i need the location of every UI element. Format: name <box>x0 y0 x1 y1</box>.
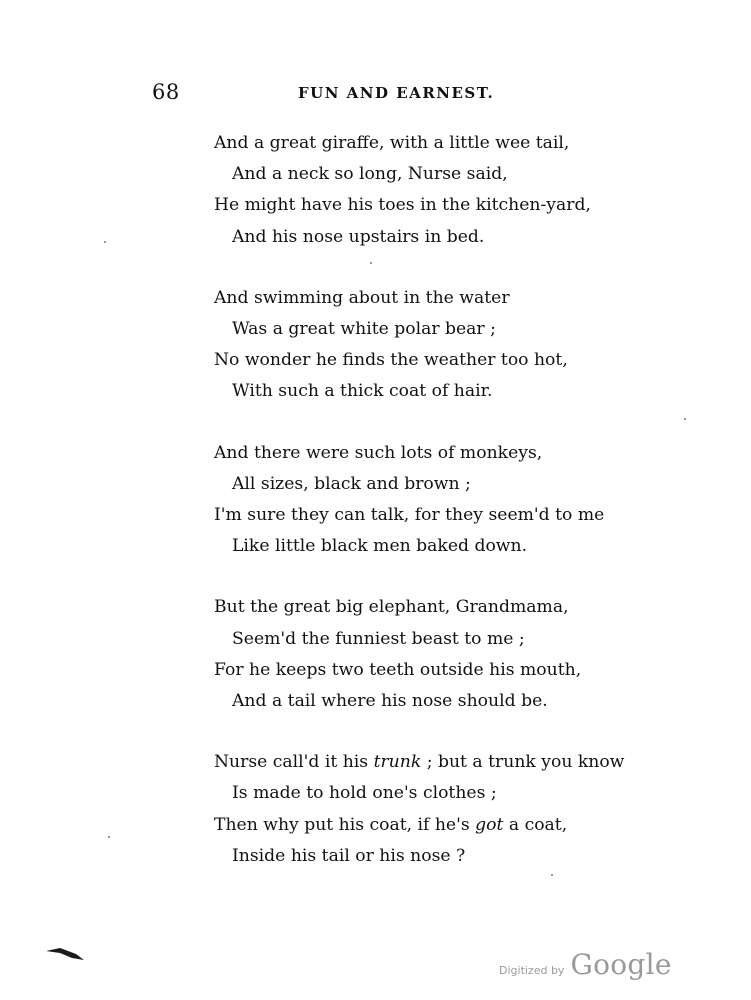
poem-line: But the great big elephant, Grandmama, <box>214 597 569 618</box>
line-text: ; but a trunk you know <box>421 752 625 773</box>
poem-line: And swimming about in the water <box>214 287 510 308</box>
poem-line: I'm sure they can talk, for they seem'd to me <box>214 505 605 526</box>
google-logo: Google <box>570 948 672 981</box>
line-text: Nurse call'd it his <box>214 752 374 773</box>
poem-line: Is made to hold one's clothes ; <box>232 783 497 804</box>
poem-line: And a tail where his nose should be. <box>232 691 548 712</box>
poem-line: With such a thick coat of hair. <box>232 381 493 402</box>
poem-line: He might have his toes in the kitchen-yard, <box>214 195 591 216</box>
poem-line: Like little black men baked down. <box>232 536 528 557</box>
stanza-4 <box>214 592 694 717</box>
line-text: Then why put his coat, if he's <box>214 814 476 835</box>
poem-line: And his nose upstairs in bed. <box>232 226 485 247</box>
line-text: a coat, <box>503 814 568 835</box>
poem-line: Was a great white polar bear ; <box>232 319 496 340</box>
italic-word: got <box>475 814 504 835</box>
poem-line: Inside his tail or his nose ? <box>232 845 466 866</box>
poem-line: And there were such lots of monkeys, <box>214 442 543 463</box>
scan-speck <box>551 874 553 876</box>
scan-speck <box>108 836 110 838</box>
poem-line <box>214 810 694 841</box>
digitized-by-text: Digitized by <box>499 964 565 977</box>
stanza-1 <box>214 128 694 253</box>
scan-speck <box>370 262 372 264</box>
scan-speck <box>104 241 106 243</box>
italic-word: trunk <box>373 752 422 773</box>
scan-speck <box>684 418 686 420</box>
ink-mark-icon <box>46 946 86 962</box>
poem-line <box>214 747 694 778</box>
stanza-3 <box>214 438 694 563</box>
poem <box>214 128 694 902</box>
stanza-2 <box>214 283 694 408</box>
poem-line: Seem'd the funniest beast to me ; <box>232 628 525 649</box>
poem-line: For he keeps two teeth outside his mouth, <box>214 659 582 680</box>
digitized-watermark <box>499 948 672 981</box>
running-head: FUN AND EARNEST. <box>298 84 495 102</box>
poem-line: No wonder he finds the weather too hot, <box>214 350 568 371</box>
poem-line: All sizes, black and brown ; <box>232 473 471 494</box>
stanza-5 <box>214 747 694 872</box>
page-number: 68 <box>152 80 180 104</box>
poem-line: And a great giraffe, with a little wee tail, <box>214 133 570 153</box>
poem-line: And a neck so long, Nurse said, <box>232 164 508 185</box>
